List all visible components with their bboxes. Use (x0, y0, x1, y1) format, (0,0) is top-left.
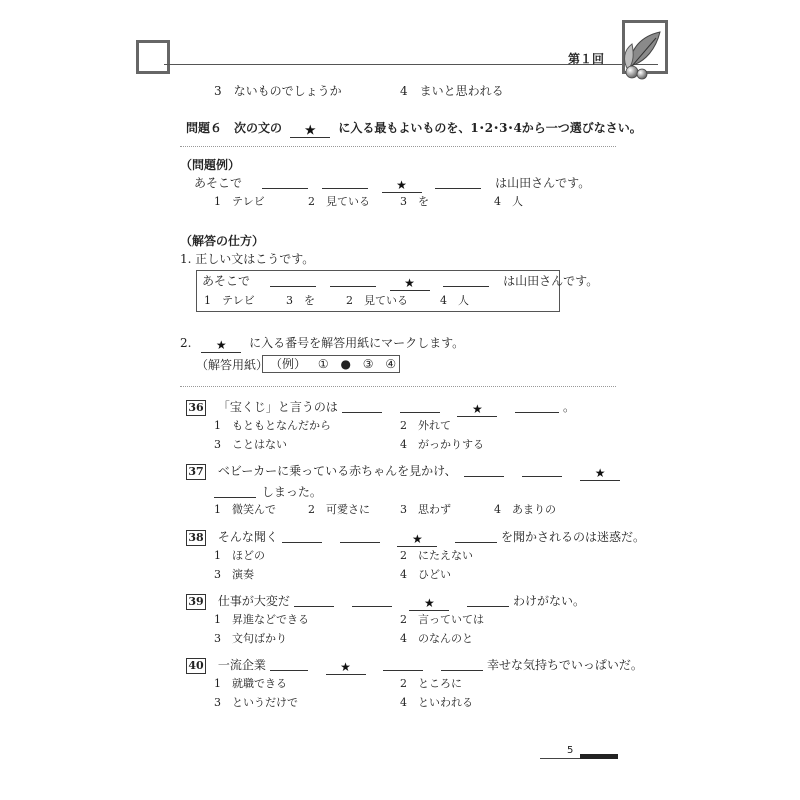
instruction-suffix: に入る最もよいものを、1･2･3･4から一つ選びなさい。 (338, 121, 642, 135)
option: 4 といわれる (400, 696, 473, 709)
answer-blank (342, 400, 382, 413)
question-text-end: しまった。 (261, 485, 322, 499)
option: 4 のなんのと (400, 632, 473, 645)
option: 1 ほどの (214, 549, 265, 562)
sheet-example-label: （例） (270, 357, 307, 371)
question-36 (186, 400, 575, 417)
answer-step-2 (180, 336, 464, 353)
example-sentence-start: あそこで (194, 176, 243, 190)
answer-blank (464, 464, 504, 477)
option: 3 文句ばかり (214, 632, 287, 645)
question-38 (186, 530, 645, 547)
example-blank-4 (435, 176, 481, 189)
example-blank-1 (262, 176, 308, 189)
instruction-star-blank: ★ (290, 125, 330, 138)
answer-blank (352, 594, 392, 607)
answer-star-blank: ★ (457, 404, 497, 417)
question-text-end: を聞かされるのは迷惑だ。 (500, 530, 645, 544)
option: 3 演奏 (214, 568, 254, 581)
answer-blank (294, 594, 334, 607)
example-option: 1 テレビ (214, 195, 265, 208)
question-text-start: ベビーカーに乗っている赤ちゃんを見かけ、 (217, 464, 457, 478)
step2-suffix: に入る番号を解答用紙にマークします。 (249, 336, 465, 350)
answer-star-blank: ★ (326, 662, 366, 675)
divider-2 (180, 386, 616, 387)
option: 4 がっかりする (400, 438, 484, 451)
answer-blank (522, 464, 562, 477)
example-star-blank: ★ (382, 180, 422, 193)
box-blank-2 (330, 274, 376, 287)
option: 2 可愛さに (308, 503, 370, 516)
box-option: 2 見ている (346, 294, 408, 307)
question-37 (186, 464, 630, 481)
question-number: 36 (186, 400, 206, 416)
question-number: 38 (186, 530, 206, 546)
answer-sheet-label: （解答用紙） (196, 358, 269, 372)
question-text-start: そんな聞く (217, 530, 278, 544)
box-sentence-end: は山田さんです。 (503, 274, 599, 288)
top-option-3: 3 ないものでしょうか (214, 84, 342, 98)
sheet-mark-4: ④ (385, 357, 397, 371)
box-option: 1 テレビ (204, 294, 255, 307)
top-option-4: 4 まいと思われる (400, 84, 504, 98)
question-text-end: 幸せな気持ちでいっぱいだ。 (486, 658, 643, 672)
option: 3 というだけで (214, 696, 298, 709)
example-sentence (194, 176, 590, 193)
question-number: 39 (186, 594, 206, 610)
answer-method-heading: （解答の仕方） (180, 234, 265, 248)
option: 2 外れて (400, 419, 451, 432)
instruction-line (186, 121, 642, 138)
divider-1 (180, 146, 616, 147)
question-39 (186, 594, 585, 611)
option: 1 就職できる (214, 677, 287, 690)
header-square-left (136, 40, 170, 74)
option: 3 ことはない (214, 438, 287, 451)
page-number-bar (580, 754, 618, 759)
step2-prefix: 2. (180, 336, 192, 350)
answer-blank (515, 400, 559, 413)
sheet-mark-3: ③ (362, 357, 374, 371)
box-blank-4 (443, 274, 489, 287)
example-heading: （問題例） (180, 158, 241, 172)
question-text-end: わけがない。 (512, 594, 585, 608)
question-number: 37 (186, 464, 206, 480)
answer-blank (455, 530, 497, 543)
option: 1 微笑んで (214, 503, 276, 516)
question-40 (186, 658, 643, 675)
example-option: 2 見ている (308, 195, 370, 208)
option: 2 ところに (400, 677, 462, 690)
option: 1 昇進などできる (214, 613, 309, 626)
answer-blank (270, 658, 308, 671)
option: 3 思わず (400, 503, 451, 516)
chapter-label: 第１回 (568, 52, 605, 66)
answer-blank (340, 530, 380, 543)
question-37-line2 (214, 485, 322, 499)
box-option: 3 を (286, 294, 315, 307)
answer-star-blank: ★ (397, 534, 437, 547)
option: 4 ひどい (400, 568, 451, 581)
leaf-logo (618, 26, 668, 82)
question-text-start: 「宝くじ」と言うのは (217, 400, 338, 414)
page-number-underline (540, 758, 580, 759)
answer-blank (400, 400, 440, 413)
question-text-start: 一流企業 (217, 658, 266, 672)
example-blank-2 (322, 176, 368, 189)
box-sentence-start: あそこで (202, 274, 251, 288)
answer-sheet-row (270, 357, 396, 371)
page-number: 5 (567, 745, 574, 756)
sheet-mark-2-filled: ● (340, 357, 351, 371)
question-number: 40 (186, 658, 206, 674)
answer-step-1: 1. 正しい文はこうです。 (180, 252, 315, 266)
option: 2 にたえない (400, 549, 473, 562)
example-option: 4 人 (494, 195, 523, 208)
box-option: 4 人 (440, 294, 469, 307)
box-sentence (202, 274, 598, 291)
answer-blank (383, 658, 423, 671)
answer-star-blank: ★ (409, 598, 449, 611)
answer-blank (467, 594, 509, 607)
option: 4 あまりの (494, 503, 556, 516)
option: 2 言っていては (400, 613, 484, 626)
answer-star-blank: ★ (580, 468, 620, 481)
example-sentence-end: は山田さんです。 (495, 176, 591, 190)
option: 1 もともとなんだから (214, 419, 331, 432)
sheet-mark-1: ① (317, 357, 329, 371)
step2-star-blank: ★ (201, 340, 241, 353)
answer-blank (214, 485, 256, 498)
question-text-end: 。 (562, 400, 575, 414)
example-option: 3 を (400, 195, 429, 208)
answer-blank (441, 658, 483, 671)
answer-blank (282, 530, 322, 543)
instruction-prefix: 問題６ 次の文の (186, 121, 283, 135)
question-text-start: 仕事が大変だ (217, 594, 290, 608)
box-blank-1 (270, 274, 316, 287)
box-star-blank: ★ (390, 278, 430, 291)
